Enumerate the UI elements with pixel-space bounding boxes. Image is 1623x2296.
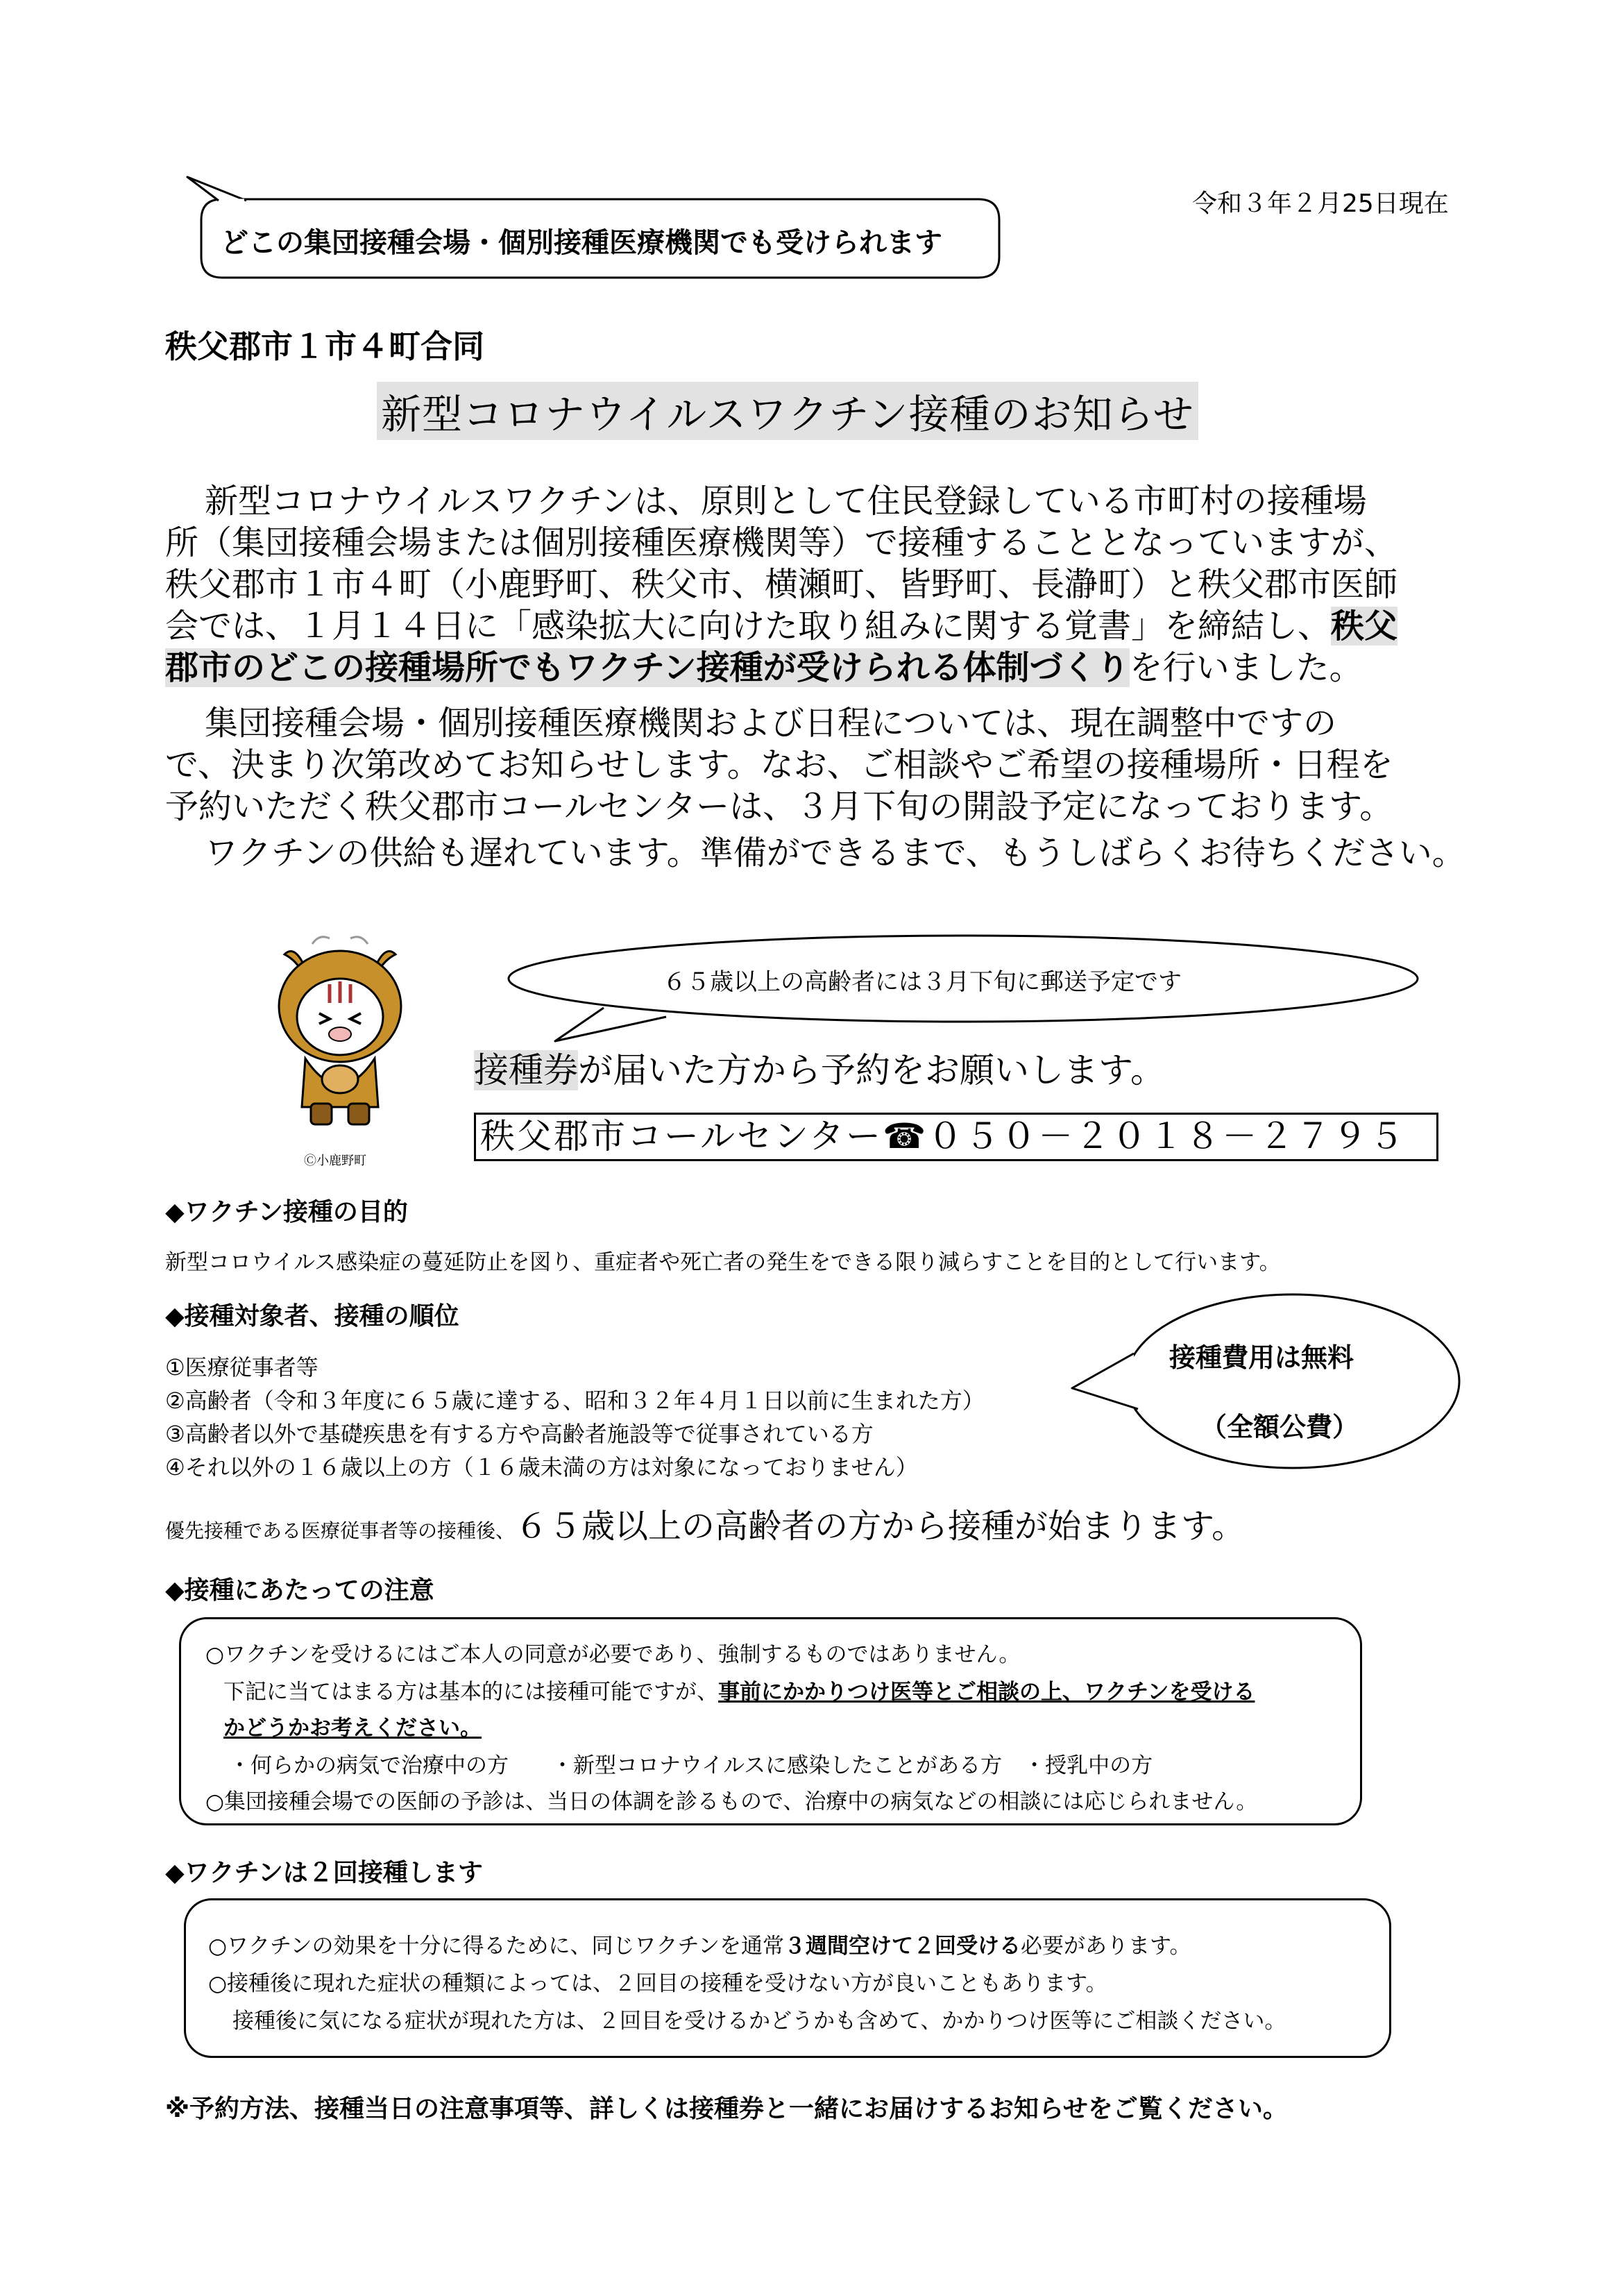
intro-line: 予約いただく秩父郡市コールセンターは、３月下旬の開設予定になっております。 (165, 787, 1393, 826)
highlight-text: 郡市のどこの接種場所でもワクチン接種が受けられる体制づくり (165, 648, 1130, 687)
purpose-heading: ◆ワクチン接種の目的 (165, 1198, 408, 1226)
intro-line: 所（集団接種会場または個別接種医療機関等）で接種することとなっていますが、 (165, 523, 1398, 562)
intro-line: 会では、１月１４日に「感染拡大に向けた取り組みに関する覚書」を締結し、秩父 (165, 607, 1398, 645)
cost-bubble-line2: （全額公費） (1200, 1412, 1359, 1442)
cost-bubble-line1: 接種費用は無料 (1169, 1342, 1354, 1373)
intro-line: 秩父郡市１市４町（小鹿野町、秩父市、横瀬町、皆野町、長瀞町）と秩父郡市医師 (165, 565, 1398, 604)
targets-heading: ◆接種対象者、接種の順位 (165, 1302, 459, 1331)
intro-line: 新型コロナウイルスワクチンは、原則として住民登録している市町村の接種場 (205, 482, 1367, 521)
emphasis-text: かどうかお考えください。 (223, 1716, 482, 1741)
mascot-deer-image (264, 930, 416, 1145)
org-line: 秩父郡市１市４町合同 (165, 328, 484, 365)
reserve-line: 接種券が届いた方から予約をお願いします。 (474, 1050, 1165, 1090)
intro-line: ワクチンの供給も遅れています。準備ができるまで、もうしばらくお待ちください。 (205, 834, 1465, 872)
mascot-credit: Ⓒ小鹿野町 (304, 1154, 366, 1168)
main-title: 新型コロナウイルスワクチン接種のお知らせ (377, 382, 1198, 440)
emphasis-text: ３週間空けて２回受ける (783, 1934, 1021, 1959)
ticket-bubble-text: ６５歳以上の高齢者には３月下旬に郵送予定です (663, 968, 1182, 996)
twice-heading: ◆ワクチンは２回接種します (165, 1859, 483, 1887)
list-item: ④それ以外の１６歳以上の方（１６歳未満の方は対象になっておりません） (165, 1454, 918, 1480)
caution-heading: ◆接種にあたっての注意 (165, 1576, 434, 1605)
highlight-text: 接種券 (474, 1050, 578, 1090)
list-item: ②高齢者（令和３年度に６５歳に達する、昭和３２年４月１日以前に生まれた方） (165, 1387, 985, 1414)
list-item: ③高齢者以外で基礎疾患を有する方や高齢者施設等で従事されている方 (165, 1421, 874, 1447)
list-item: ①医療従事者等 (165, 1354, 318, 1381)
highlight-text: 秩父 (1331, 607, 1398, 645)
call-center-box: 秩父郡市コールセンター☎０５０－２０１８－２７９５ (474, 1113, 1438, 1161)
intro-line: 集団接種会場・個別接種医療機関および日程については、現在調整中ですの (205, 704, 1337, 743)
date-line: 令和３年２月25日現在 (1192, 189, 1449, 218)
targets-note: 優先接種である医療従事者等の接種後、６５歳以上の高齢者の方から接種が始まります。 (165, 1507, 1246, 1546)
intro-line: で、決まり次第改めてお知らせします。なお、ご相談やご希望の接種場所・日程を (165, 745, 1393, 784)
emphasis-text: 事前にかかりつけ医等とご相談の上、ワクチンを受ける (718, 1680, 1255, 1705)
top-bubble-text: どこの集団接種会場・個別接種医療機関でも受けられます (221, 227, 942, 259)
intro-line: 郡市のどこの接種場所でもワクチン接種が受けられる体制づくりを行いました。 (165, 648, 1363, 687)
footer-note: ※予約方法、接種当日の注意事項等、詳しくは接種券と一緒にお届けするお知らせをご覧ください。 (165, 2095, 1288, 2123)
purpose-text: 新型コロウイルス感染症の蔓延防止を図り、重症者や死亡者の発生をできる限り減らすことを目的として行います。 (165, 1250, 1281, 1275)
